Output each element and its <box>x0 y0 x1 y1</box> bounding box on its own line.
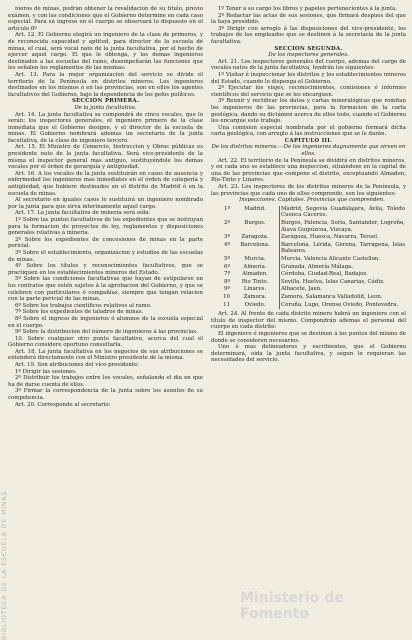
district-number: 4º <box>224 241 230 248</box>
district-row <box>211 286 406 294</box>
paragraph: Art. 14. La junta facultativa se compondrá de cinco vocales, que lo serán: los inspectores generales, el ingeniero primero de la clase inmediata que el Gobierno designe, y el director de la escuela de minas. El Gobierno nombrará ademas un secretario de la junta facultativa, de la clase de ingeniero tercero. <box>8 111 203 144</box>
district-provinces: Burgos, Palencia, Soria, Santander, Logroño, Álava Guipúzcoa, Vizcaya. <box>281 220 405 233</box>
paragraph: Art. 17. La junta facultativa de minería será oída: <box>15 210 151 217</box>
paragraph: El ingeniero ó ingenieros que se destinen á los puntos del mismo de donde se consideren necesarios. <box>211 330 406 344</box>
paragraph: Art. 18. La junta facultativa en los negocios de sus atribuciones se entenderá directamente con el Ministro presidente de la misma. <box>8 348 203 362</box>
district-capital: Murcia. <box>231 256 280 264</box>
district-number: 3º <box>224 234 230 241</box>
district-provinces: Zamora, Salamanca Valladolid, Leon. <box>281 293 383 300</box>
district-row <box>211 206 406 220</box>
paragraph: Inspecciones. Capitales. Provincias que comprenden. <box>239 197 385 204</box>
district-number: 11 <box>223 301 230 308</box>
district-row <box>211 294 406 302</box>
paragraph: Art. 22. El territorio de la Península se dividirá en distritos mineros, y en cada uno se establece una inspeccion, situándose en la capital de una de las provincias que compone el distrito, exceptuando Almaden, Rio-Tinto y Linares. <box>211 157 406 184</box>
paragraph: Al secretario en iguales casos le sustituirá un ingeniero nombrado por la junta para que sirva interinamente aquel cargo. <box>8 197 203 210</box>
district-row <box>211 279 406 287</box>
district-capital: Burgos. <box>231 220 280 234</box>
paragraph: Art. 19. Son atribuciones del vice-presidente: <box>15 362 140 369</box>
district-number: 1º <box>224 205 230 212</box>
district-capital: Linares. <box>231 286 280 294</box>
paragraph: 9º Sobre la distribucion del número de ingenieros á las provincias. <box>15 329 198 336</box>
paragraph: Art. 12. El Gobierno elegirá un ingeniero de la clase de primeros, y de reconocida capacidad y aptitud, para director de la escuela de minas, el cual, será vocal nato de la junta facultativa, por el hecho de ejercer aquel cargo. El que le obtenga, y los demas ingenieros destinados a las escuelas del ramo, desempeñarán las funciones que les señalen los reglamentos de las mismas. <box>8 32 203 72</box>
paragraph: 5º Sobre las condiciones facultativas que hayan de estipularse en los contratos que estén sujetos á la aprobacion del Gobierno, y que se celebren con particulares ó compañías, siempre que tengan relacion con la parte pericial de las minas. <box>8 276 203 303</box>
district-provinces: Barcelona, Lérida, Gerona, Tarragona, Islas Baleares. <box>281 241 405 255</box>
district-row <box>211 234 406 242</box>
paragraph: 1º Dirigir las sesiones. <box>15 368 77 375</box>
district-row <box>211 256 406 264</box>
district-provinces: Murcia, Valencia Alicante Castellon. <box>281 255 381 262</box>
paragraph: Art. 21. Los inspectores generales del cuerpo, ademas del cargo de vocales natos de la junta facultativa, tendrán los siguientes: <box>211 58 406 72</box>
district-provinces: Sevilla, Huelva, Islas Canarias, Cádiz. <box>281 278 385 285</box>
district-capital: Barcelona. <box>231 242 280 256</box>
district-capital: Madrid. <box>231 206 280 220</box>
paragraph: 1º Sobre las puntos facultativos de los expedientes que se instruyan para la formacion de proyectos de ley, reglamentos y disposiciones generales relativas á minería. <box>8 217 203 237</box>
district-number: 9º <box>224 286 230 293</box>
district-number: 7º <box>224 271 230 278</box>
district-capital: Almaden. <box>231 271 280 279</box>
paragraph: 3º Dirigir con arreglo á las disposiciones del vice-presidente, los trabajos de los empleados que se destinen á la secretaría de la junta facultativa. <box>211 25 406 45</box>
district-number: 6º <box>224 263 230 270</box>
paragraph: 4º Sobre los títulos y reconocimientos facultativos, que se practiquen en los establecimientos mineros del Estado. <box>8 263 203 276</box>
side-stamp: BIBLIOTECA DE LA ESCUELA DE MINAS <box>1 490 8 640</box>
paragraph: Art. 20. Corresponde al secretario: <box>15 401 111 408</box>
paragraph: De los inspectores generales. <box>268 52 349 59</box>
district-row <box>211 220 406 234</box>
district-capital: Zamora. <box>231 294 280 302</box>
paragraph: Art. 23. Los inspectores de los distritos mineros de la Península, y las provincias que cada uno de ellos comprende, son los siguientes: <box>211 184 406 197</box>
paragraph: SECCION SEGUNDA. <box>274 45 343 52</box>
watermark: Ministerio de Fomento <box>240 590 344 622</box>
right-column-bottom <box>211 311 406 364</box>
right-column <box>211 6 406 634</box>
paragraph: 3º Reunir y rectificar los datos y cartas mineralógicas que remitan los ingenieros de las provincias, para la formacion de la carta geológica, dando su dictámen acerca de ellos todo, cuando el Gobierno les encargue este trabajo. <box>211 98 406 125</box>
district-number: 10 <box>223 293 230 300</box>
district-row <box>211 242 406 256</box>
district-provinces: Granada, Almería Málaga. <box>281 263 354 270</box>
paragraph: De la junta facultativa. <box>74 104 137 111</box>
district-provinces: Córdoba, Ciudad-Real, Badajoz. <box>281 271 368 278</box>
district-number: 5º <box>224 255 230 262</box>
document-page <box>8 6 406 634</box>
district-number: 2º <box>224 220 230 226</box>
paragraph: nieros de minas, podrán obtener la revalidacion de su título, previo exámen, y con las condiciones que el Gobierno determine en cada caso especial. Para su ingreso en el cuerpo se observará lo dispuesto en el artículo 6º <box>8 6 203 32</box>
left-column <box>8 6 203 634</box>
district-capital: Rio Tinto. <box>231 279 280 287</box>
paragraph: 2º Redactar las actas de sus sesiones, que firmará despues del que la haya presidido. <box>211 12 406 26</box>
paragraph: 1º Tener á su cargo los libros y papeles pertenecientes á la junta. <box>218 6 397 12</box>
district-provinces: Madrid, Segovia Guadalajara, Ávila, Toledo Cuenca Cáceres. <box>281 205 405 219</box>
district-provinces: Zaragoza, Huesca, Navarra, Teruel. <box>281 234 379 241</box>
paragraph: De los distritos mineros.—De los ingenieros dagnamente que sirven en ellos. <box>211 144 406 158</box>
paragraph: 1º Visitar é inspeccionar los distritos y los establecimientos mineros del Estado, cuando lo disponga el Gobierno. <box>211 71 406 85</box>
district-row <box>211 271 406 279</box>
paragraph: 7º Sobre los expedientes de taladros de minas. <box>15 309 144 316</box>
paragraph: SECCION PRIMERA. <box>71 98 140 105</box>
paragraph: 6º Sobre los trabajos científicos relativos al ramo. <box>15 302 152 309</box>
district-provinces: Coruña, Lugo, Orense Oviedo, Pontevedra. <box>281 301 399 308</box>
right-column-top <box>211 6 406 204</box>
paragraph: 2º Sobre los expedientes de concesiones de minas en la parte pericial. <box>8 236 203 250</box>
district-capital: Oviedo. <box>231 302 280 310</box>
paragraph: 8º Sobre el ingreso de ingenieros ó alumnos de la escuela especial en el cuerpo. <box>8 315 203 329</box>
district-capital: Zaragoza. <box>231 234 280 242</box>
district-capital: Almería. <box>231 264 280 272</box>
paragraph: 10. Sobre cualquier otro punto facultativo, acerca del cual el Gobierno considere oportuno consultarla. <box>8 335 203 349</box>
paragraph: 3º Firmar la correspondencia de la junta sobre los asuntos de su competencia. <box>8 388 203 402</box>
paragraph: Uno ó mas delineadores y escribientes, que el Gobierno determinará, oida la junta facultativa, y segun lo requieran las necesidades del servicio. <box>211 344 406 364</box>
paragraph: Art. 24. Al frente de cada distrito minero habrá un ingeniero con el título de inspector del mismo. Compondrán ademas el personal del cuerpo en cada distrito: <box>211 311 406 331</box>
district-provinces: Albacete, Jaen. <box>281 286 323 293</box>
paragraph: 2º Ejecutar los viajes, reconocimientos, comisiones é informes científicos del servicio que se les encarguen. <box>211 85 406 98</box>
paragraph: CAPITULO III. <box>284 137 333 144</box>
district-row <box>211 302 406 310</box>
district-table <box>211 206 406 309</box>
paragraph: 2º Distribuir los trabajos entre los vocales, señalando el dia en que ha de darse cuenta de ellos. <box>8 375 203 388</box>
district-number: 8º <box>224 278 230 285</box>
paragraph: Una comision especial nombrada por el gobierno formará dicha carta geológica, con arreglo á las instrucciones que se le darán. <box>211 124 406 138</box>
paragraph: Art. 16. A los vocales de la junta sustituirán en casos de ausencia y enfermedad los ingenieros mas inmediatos en el órden de categoría y antigüedad, que hubiere destinados en el distrito de Madrid ó en la escuela de minas. <box>8 170 203 197</box>
paragraph: Art. 15. El Ministro de Comercio, Instruccion y Obras públicas es presidente nato de la junta facultativa. Será vice-presidente de la misma el inspector general mas antiguo, sustituyéndole los demas vocales por el órden de gerarquía y antigüedad. <box>8 144 203 171</box>
paragraph: 3º Sobre el establecimiento, organizacion y estudios de las escuelas de minas. <box>8 249 203 263</box>
paragraph: Art. 13. Para la mejor organizacion del servicio se divide el territorio de la Península en distritos mineros. Los ingenieros destinados en los mismos ó en las provincias, son en ellos los agentes facultativos del Gobierno, bajo la dependencia de los gefes políticos. <box>8 71 203 98</box>
